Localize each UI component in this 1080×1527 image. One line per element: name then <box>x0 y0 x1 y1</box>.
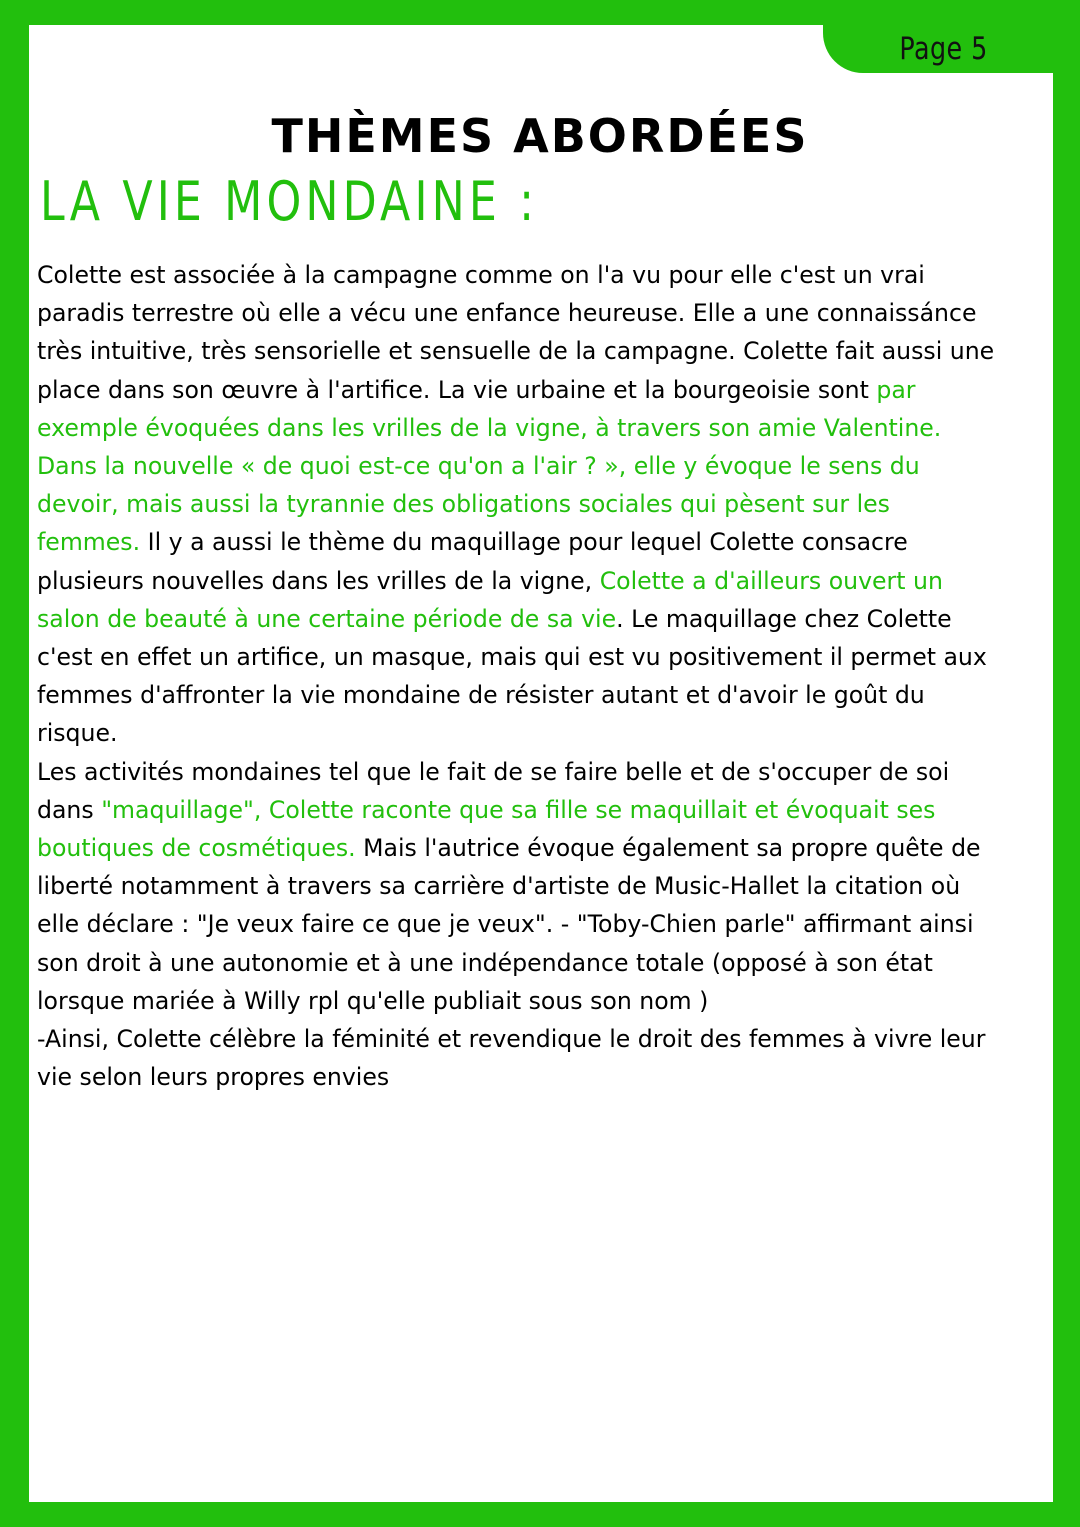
body-text-segment: risque. <box>37 719 118 748</box>
body-line <box>37 256 925 294</box>
body-text-segment: femmes d'affronter la vie mondaine de résister autant et d'avoir le goût du <box>37 681 925 710</box>
highlighted-text: salon de beauté à une certaine période de sa vie <box>37 604 617 633</box>
body-line <box>37 753 949 791</box>
body-line <box>37 523 908 561</box>
body-text-segment: Il y a aussi le thème du maquillage pour lequel Colette consacre <box>140 528 908 557</box>
body-text-segment: Colette est associée à la campagne comme on l'a vu pour elle c'est un vrai <box>37 261 925 289</box>
highlighted-text: Colette a d'ailleurs ouvert un <box>599 566 943 595</box>
body-text-segment: elle déclare : "Je veux faire ce que je veux". - "Toby-Chien parle" affirmant ainsi <box>37 910 974 939</box>
body-line <box>37 714 118 752</box>
body-text-segment: . Le maquillage chez Colette <box>616 604 952 633</box>
body-text-segment: plusieurs nouvelles dans les vrilles de la vigne, <box>37 566 600 595</box>
page-number: Page 5 <box>899 31 988 67</box>
highlighted-text: "maquillage", Colette raconte que sa fille se maquillait et évoquait ses <box>101 795 936 824</box>
highlighted-text: devoir, mais aussi la tyrannie des obligations sociales qui pèsent sur les <box>37 490 890 519</box>
body-text-segment: -Ainsi, Colette célèbre la féminité et revendique le droit des femmes à vivre leur <box>37 1025 986 1054</box>
body-text-segment: liberté notamment à travers sa carrière d'artiste de Music-Hallet la citation où <box>37 872 961 901</box>
body-line <box>37 332 994 370</box>
body-line <box>37 676 925 714</box>
highlighted-text: par <box>876 375 916 404</box>
highlighted-text: femmes. <box>37 528 141 557</box>
body-line <box>37 371 916 409</box>
body-line <box>37 905 974 943</box>
body-text-segment: paradis terrestre où elle a vécu une enfance heureuse. Elle a une connaissánce <box>37 299 977 328</box>
body-line <box>37 638 987 676</box>
body-text-segment: son droit à une autonomie et à une indépendance totale (opposé à son état <box>37 948 933 977</box>
body-line <box>37 944 933 982</box>
body-line <box>37 1020 985 1058</box>
body-text-segment: place dans son œuvre à l'artifice. La vie urbaine et la bourgeoisie sont <box>37 375 877 404</box>
body-line <box>37 485 890 523</box>
body-line <box>37 791 935 829</box>
body-line <box>37 409 941 447</box>
body-line <box>37 600 952 638</box>
body-text-segment: très intuitive, très sensorielle et sensuelle de la campagne. Colette fait aussi une <box>37 337 995 366</box>
section-heading: LA VIE MONDAINE : <box>40 170 539 233</box>
body-paragraph <box>37 256 1057 1096</box>
body-text-segment: c'est en effet un artifice, un masque, mais qui est vu positivement il permet aux <box>37 643 987 672</box>
body-line <box>37 1058 389 1096</box>
body-text-segment: Mais l'autrice évoque également sa propre quête de <box>355 834 981 863</box>
page-number-tab <box>823 25 1053 73</box>
body-line <box>37 447 920 485</box>
body-text-segment: vie selon leurs propres envies <box>37 1063 390 1092</box>
body-line <box>37 829 981 867</box>
body-text-segment: Les activités mondaines tel que le fait de se faire belle et de s'occuper de soi <box>37 757 950 786</box>
body-line <box>37 294 977 332</box>
body-line <box>37 562 943 600</box>
body-line <box>37 982 708 1020</box>
highlighted-text: Dans la nouvelle « de quoi est-ce qu'on a l'air ? », elle y évoque le sens du <box>37 452 920 481</box>
page-title: THÈMES ABORDÉES <box>271 109 809 163</box>
body-text-segment: dans <box>37 795 102 824</box>
highlighted-text: exemple évoquées dans les vrilles de la vigne, à travers son amie Valentine. <box>37 413 942 442</box>
body-line <box>37 867 960 905</box>
highlighted-text: boutiques de cosmétiques. <box>37 834 356 863</box>
body-text-segment: lorsque mariée à Willy rpl qu'elle publiait sous son nom ) <box>37 986 709 1015</box>
